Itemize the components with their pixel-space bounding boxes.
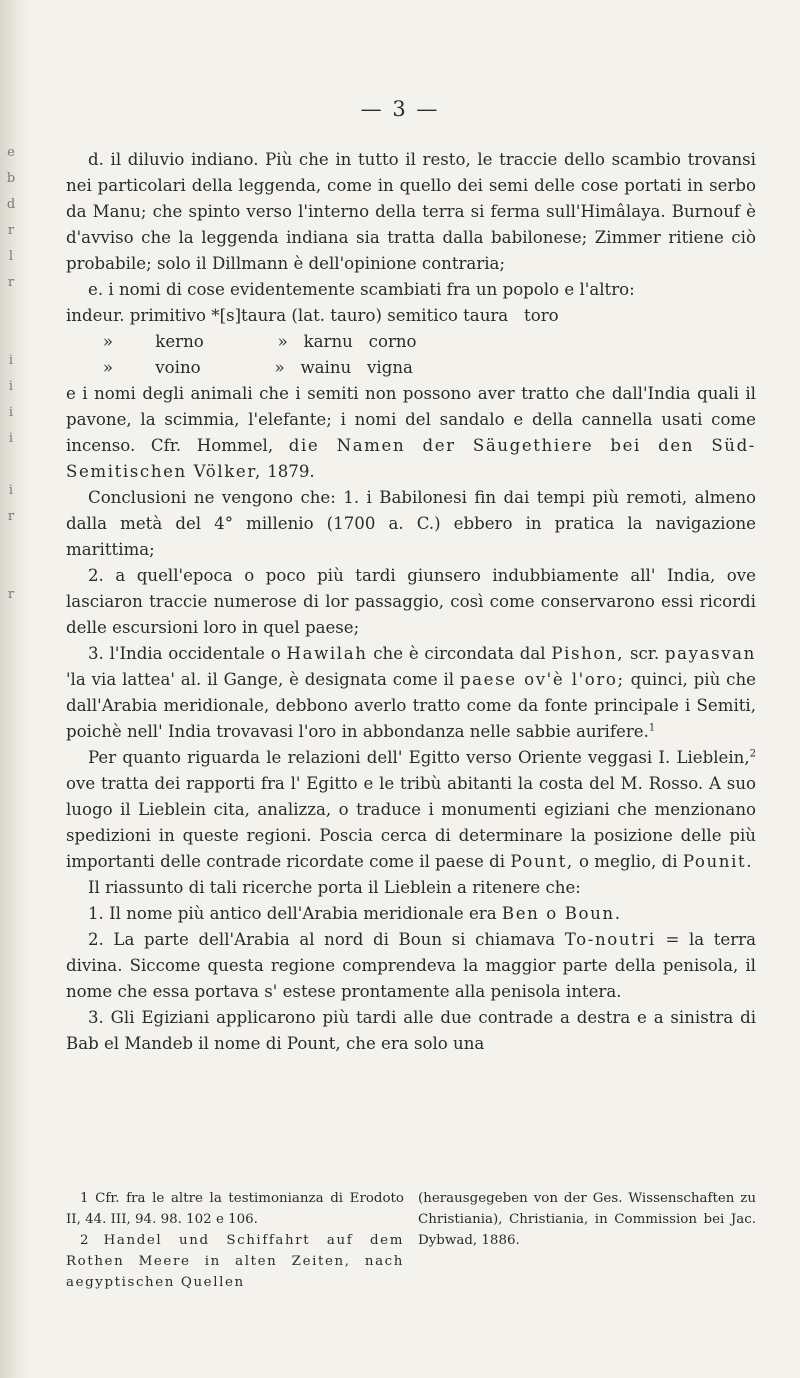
- citation-title: die Namen der Säugethiere bei den Süd-Semitischen Völker,: [66, 436, 757, 481]
- term-pounit: Pounit.: [682, 852, 754, 871]
- term-pount: Pount,: [510, 852, 574, 871]
- margin-mark: i: [8, 379, 14, 394]
- term-pishon: Pishon,: [551, 644, 625, 663]
- margin-mark: [4, 738, 18, 764]
- margin-mark: r: [7, 223, 15, 238]
- paragraph-india-occidentale: [66, 641, 756, 745]
- margin-mark: [4, 660, 18, 686]
- term-ben-boun: Ben o Boun.: [501, 904, 622, 923]
- text-run: 'la via lattea' al. il Gange, è designata come il: [66, 670, 455, 689]
- list-item-1: [66, 901, 756, 927]
- term-hawilah: Hawilah: [286, 644, 368, 663]
- text-run: 3. l'India occidentale o: [88, 644, 281, 663]
- text-run: 1. Il nome più antico dell'Arabia meridionale era: [88, 904, 497, 923]
- term-to-noutri: To-noutri: [564, 930, 656, 949]
- margin-mark: i: [8, 483, 14, 498]
- footnote-1: 1 Cfr. fra le altre la testimonianza di Erodoto II, 44. III, 94. 98. 102 e 106.: [66, 1191, 404, 1227]
- margin-mark: [4, 322, 18, 348]
- text-run: scr.: [629, 644, 660, 663]
- text-run: o meglio, di: [579, 852, 678, 871]
- text-run: e i nomi degli animali che i semiti non possono aver tratto che dall'India quali il pavone, la scimmia, l'elefante; i nomi del sandalo e della cannella usati come incenso. Cfr. Hommel,: [66, 384, 756, 455]
- margin-marks: [4, 140, 18, 790]
- term-payasvan: payasvan: [664, 644, 756, 663]
- margin-mark: i: [8, 353, 14, 368]
- margin-mark: [4, 608, 18, 634]
- footnote-number: 2: [80, 1233, 89, 1248]
- margin-mark: r: [7, 509, 15, 524]
- text-run: Per quanto riguarda le relazioni dell' Egitto verso Oriente veggasi I. Lieblein,: [88, 748, 750, 767]
- footnote-column-right: [418, 1188, 756, 1293]
- paragraph-animali: [66, 381, 756, 485]
- word-table-row: indeur. primitivo *[s]taura (lat. tauro) semitico taura toro: [66, 306, 559, 325]
- text-run: ove tratta dei rapporti fra l' Egitto e le tribù abitanti la costa del M. Rosso. A suo luogo il Lieblein cita, analizza, o traduce i monumenti egiziani che menzionano spedizioni in queste regioni. Poscia cerca di determinare la posizione delle più importanti delle contrade ricordate come il paese di: [66, 774, 756, 871]
- margin-mark: e: [7, 145, 15, 160]
- margin-mark: [4, 634, 18, 660]
- margin-mark: r: [7, 275, 15, 290]
- margin-mark: l: [8, 249, 14, 264]
- paragraph-conclusioni: Conclusioni ne vengono che: 1. i Babilonesi fin dai tempi più remoti, almeno dalla metà del 4° millenio (1700 a. C.) ebbero in pratica la navigazione marittima;: [66, 488, 756, 559]
- footnote-ref: 2: [749, 748, 756, 760]
- paragraph-egitto: [66, 745, 756, 875]
- footnote-ref: 1: [648, 722, 656, 734]
- margin-mark: [4, 452, 18, 478]
- margin-mark: d: [6, 197, 16, 212]
- footnote-column-left: [66, 1188, 404, 1293]
- footnote-title: Handel und Schiffahrt auf dem Rothen Meere in alten Zeiten, nach aegyptischen Quellen: [66, 1233, 404, 1290]
- list-item-3: 3. Gli Egiziani applicarono più tardi alle due contrade a destra e a sinistra di Bab el Mandeb il nome di Pount, che era solo una: [66, 1008, 756, 1053]
- margin-mark: [4, 530, 18, 556]
- term-paese-oro: paese ov'è l'oro;: [459, 670, 625, 689]
- margin-mark: i: [8, 405, 14, 420]
- text-run: che è circondata dal: [373, 644, 546, 663]
- margin-mark: [4, 712, 18, 738]
- word-table-row: » kerno » karnu corno: [66, 332, 417, 351]
- body-text: [66, 147, 756, 1057]
- word-table-row: » voino » wainu vigna: [66, 358, 413, 377]
- paragraph-nomi-cose: e. i nomi di cose evidentemente scambiati fra un popolo e l'altro:: [88, 280, 635, 299]
- margin-mark: b: [6, 171, 16, 186]
- margin-mark: [4, 764, 18, 790]
- page-number: — 3 —: [360, 97, 440, 121]
- margin-mark: [4, 296, 18, 322]
- text-run: = la terra divina. Siccome questa regione comprendeva la maggior parte della penisola, il nome che essa portava s' estese prontamente alla penisola intera.: [66, 930, 756, 1001]
- footnote-2: [66, 1230, 404, 1293]
- text-run: quinci, più che dall'Arabia meridionale, debbono averlo tratto come da fonte principale i Semiti, poichè nell' India trovavasi l'oro in abbondanza nelle sabbie aurifere.: [66, 670, 756, 741]
- footnotes: [66, 1188, 756, 1293]
- margin-mark: [4, 556, 18, 582]
- text-run: 2. La parte dell'Arabia al nord di Boun si chiamava: [88, 930, 556, 949]
- list-item-2: [66, 927, 756, 1005]
- paragraph-riassunto: Il riassunto di tali ricerche porta il Lieblein a ritenere che:: [88, 878, 581, 897]
- margin-mark: r: [7, 587, 15, 602]
- margin-mark: i: [8, 431, 14, 446]
- text-run: 1879.: [267, 462, 315, 481]
- paragraph-diluvio: d. il diluvio indiano. Più che in tutto il resto, le traccie dello scambio trovansi nei particolari della leggenda, come in quello dei semi delle cose portati in serbo da Manu; che spinto verso l'interno della terra si ferma sull'Himâlaya. Burnouf è d'avviso che la leggenda indiana sia tratta dalla babilonese; Zimmer ritiene ciò probabile; solo il Dillmann è dell'opinione contraria;: [66, 150, 756, 273]
- paragraph-epoca: 2. a quell'epoca o poco più tardi giunsero indubbiamente all' India, ove lasciaron traccie numerose di lor passaggio, così come conservarono essi ricordi delle escursioni loro in quel paese;: [66, 566, 756, 637]
- margin-mark: [4, 686, 18, 712]
- footnote-2-continued: (herausgegeben von der Ges. Wissenschaften zu Christiania), Christiania, in Commission bei Jac. Dybwad, 1886.: [418, 1191, 756, 1248]
